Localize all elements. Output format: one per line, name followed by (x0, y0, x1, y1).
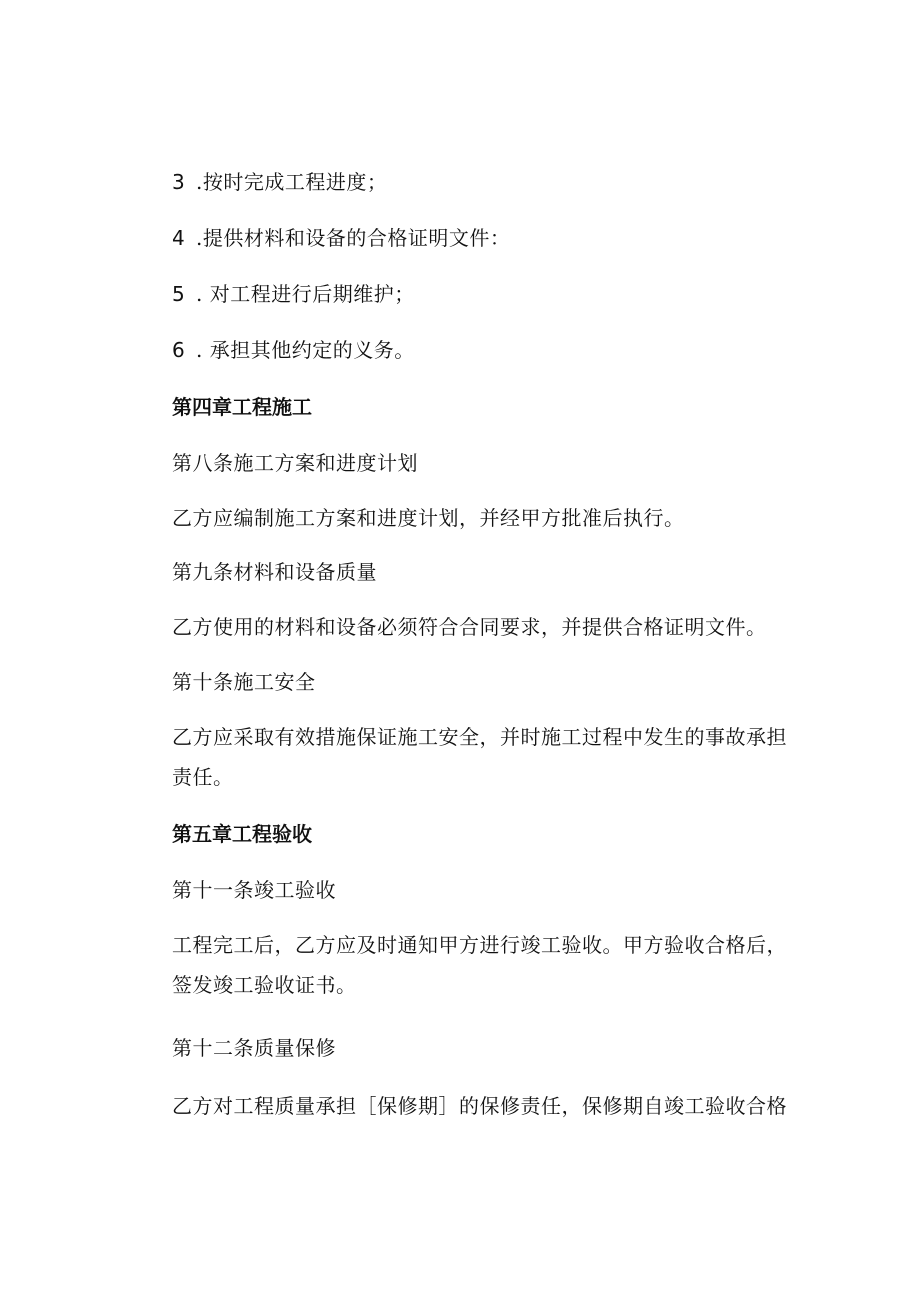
article-8-title: 第八条施工方案和进度计划 (172, 451, 418, 475)
article-12-title: 第十二条质量保修 (172, 1036, 336, 1060)
list-text: . 承担其他约定的义务。 (196, 338, 415, 362)
article-11-title: 第十一条竣工验收 (172, 878, 336, 902)
article-10-body-line-1: 乙方应采取有效措施保证施工安全，并时施工过程中发生的事故承担 (172, 725, 787, 749)
list-text: .按时完成工程进度； (196, 170, 388, 194)
chapter-5-heading: 第五章工程验收 (172, 822, 312, 846)
list-number: 5 (172, 282, 186, 306)
article-9-body: 乙方使用的材料和设备必须符合合同要求，并提供合格证明文件。 (172, 615, 767, 639)
list-item-6 (172, 338, 415, 362)
article-11-body-line-2: 签发竣工验收证书。 (172, 973, 357, 997)
article-8-body: 乙方应编制施工方案和进度计划，并经甲方批准后执行。 (172, 506, 685, 530)
article-10-title: 第十条施工安全 (172, 670, 316, 694)
article-9-title: 第九条材料和设备质量 (172, 560, 377, 584)
list-item-5 (172, 282, 415, 306)
list-number: 6 (172, 338, 186, 362)
list-number: 4 (172, 226, 186, 250)
article-10-body-line-2: 责任。 (172, 765, 234, 789)
chapter-4-heading: 第四章工程施工 (172, 395, 312, 419)
list-item-3 (172, 170, 387, 194)
list-item-4 (172, 226, 510, 250)
article-12-body-line-1: 乙方对工程质量承担［保修期］的保修责任，保修期自竣工验收合格 (172, 1094, 787, 1118)
article-11-body-line-1: 工程完工后，乙方应及时通知甲方进行竣工验收。甲方验收合格后， (172, 933, 787, 957)
list-text: . 对工程进行后期维护； (196, 282, 415, 306)
list-text: .提供材料和设备的合格证明文件： (196, 226, 511, 250)
list-number: 3 (172, 170, 186, 194)
